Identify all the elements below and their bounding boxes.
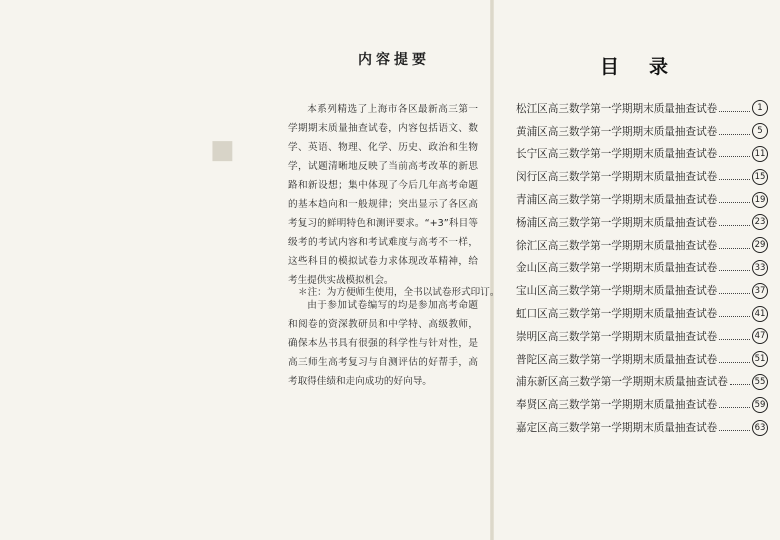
toc-item[interactable]: [516, 393, 768, 416]
toc-leader-dots: [719, 287, 750, 294]
toc-item-page: 29: [752, 237, 768, 253]
toc-leader-dots: [719, 401, 750, 408]
toc-item[interactable]: [516, 188, 768, 211]
toc-item-page: 11: [752, 146, 768, 162]
toc-item[interactable]: [516, 279, 768, 302]
toc-item-label: 长宁区高三数学第一学期期末质量抽查试卷: [516, 148, 718, 161]
toc-item-label: 崇明区高三数学第一学期期末质量抽查试卷: [516, 330, 718, 343]
toc-item[interactable]: [516, 257, 768, 280]
toc-leader-dots: [719, 333, 750, 340]
toc-item[interactable]: [516, 416, 768, 439]
toc-title: 目录: [600, 56, 699, 78]
toc-item-page: 19: [752, 192, 768, 208]
abstract-note: ＊注：为方便师生使用，全书以试卷形式印订。: [298, 287, 500, 298]
toc-item-label: 闵行区高三数学第一学期期末质量抽查试卷: [516, 171, 718, 184]
toc-item-page: 15: [752, 169, 768, 185]
toc-item-label: 嘉定区高三数学第一学期期末质量抽查试卷: [516, 422, 718, 435]
abstract-body: [288, 100, 478, 391]
toc-item-label: 金山区高三数学第一学期期末质量抽查试卷: [516, 262, 718, 275]
toc-leader-dots: [719, 128, 750, 135]
toc-item-label: 青浦区高三数学第一学期期末质量抽查试卷: [516, 194, 718, 207]
toc-item-page: 63: [752, 420, 768, 436]
toc-item[interactable]: [516, 348, 768, 371]
toc-item-label: 宝山区高三数学第一学期期末质量抽查试卷: [516, 285, 718, 298]
toc-item-label: 徐汇区高三数学第一学期期末质量抽查试卷: [516, 239, 718, 252]
toc-leader-dots: [719, 424, 750, 431]
toc-list: [516, 97, 768, 439]
toc-leader-dots: [719, 310, 750, 317]
toc-item-page: 23: [752, 214, 768, 230]
toc-item[interactable]: [516, 97, 768, 120]
toc-leader-dots: [719, 150, 750, 157]
toc-item-page: 33: [752, 260, 768, 276]
toc-item-page: 5: [752, 123, 768, 139]
toc-leader-dots: [719, 219, 750, 226]
abstract-paragraph-2: 由于参加试卷编写的均是参加高考命题和阅卷的资深教研员和中学特、高级教师，确保本丛书具有很强的科学性与针对性，是高三师生高考复习与自测评估的好帮手，高考取得佳绩和走向成功的好向导。: [288, 300, 478, 387]
toc-item[interactable]: [516, 302, 768, 325]
toc-item[interactable]: [516, 325, 768, 348]
toc-item-label: 普陀区高三数学第一学期期末质量抽查试卷: [516, 353, 718, 366]
toc-leader-dots: [719, 264, 750, 271]
toc-item-label: 虹口区高三数学第一学期期末质量抽查试卷: [516, 308, 718, 321]
abstract-title: 内容提要: [358, 52, 430, 68]
toc-item-page: 47: [752, 328, 768, 344]
toc-item-page: 55: [752, 374, 768, 390]
show-through-mark: ■: [210, 135, 235, 165]
toc-item[interactable]: [516, 165, 768, 188]
toc-item-page: 1: [752, 100, 768, 116]
toc-item-page: 59: [752, 397, 768, 413]
toc-item-page: 37: [752, 283, 768, 299]
toc-item[interactable]: [516, 120, 768, 143]
toc-leader-dots: [730, 378, 750, 385]
abstract-paragraph-1: 本系列精选了上海市各区最新高三第一学期期末质量抽查试卷，内容包括语文、数学、英语、物理、化学、历史、政治和生物学，试题清晰地反映了当前高考改革的新思路和新设想；集中体现了今后几年高考命题的基本趋向和一般规律；突出显示了各区高考复习的鲜明特色和测评要求。“+3”科目等级考的考试内容和考试难度与高考不一样，这些科目的模拟试卷力求体现改革精神，给考生提供实战模拟机会。: [288, 104, 478, 286]
toc-item-label: 黄浦区高三数学第一学期期末质量抽查试卷: [516, 125, 718, 138]
toc-item[interactable]: [516, 234, 768, 257]
toc-item[interactable]: [516, 143, 768, 166]
toc-leader-dots: [719, 196, 750, 203]
toc-item-label: 松江区高三数学第一学期期末质量抽查试卷: [516, 102, 718, 115]
toc-item-label: 杨浦区高三数学第一学期期末质量抽查试卷: [516, 216, 718, 229]
toc-item[interactable]: [516, 371, 768, 394]
toc-item-label: 奉贤区高三数学第一学期期末质量抽查试卷: [516, 399, 718, 412]
toc-item-page: 51: [752, 351, 768, 367]
toc-item-label: 浦东新区高三数学第一学期期末质量抽查试卷: [516, 376, 728, 389]
toc-item[interactable]: [516, 211, 768, 234]
toc-leader-dots: [719, 105, 750, 112]
toc-leader-dots: [719, 242, 750, 249]
toc-item-page: 41: [752, 306, 768, 322]
toc-leader-dots: [719, 356, 750, 363]
toc-leader-dots: [719, 173, 750, 180]
